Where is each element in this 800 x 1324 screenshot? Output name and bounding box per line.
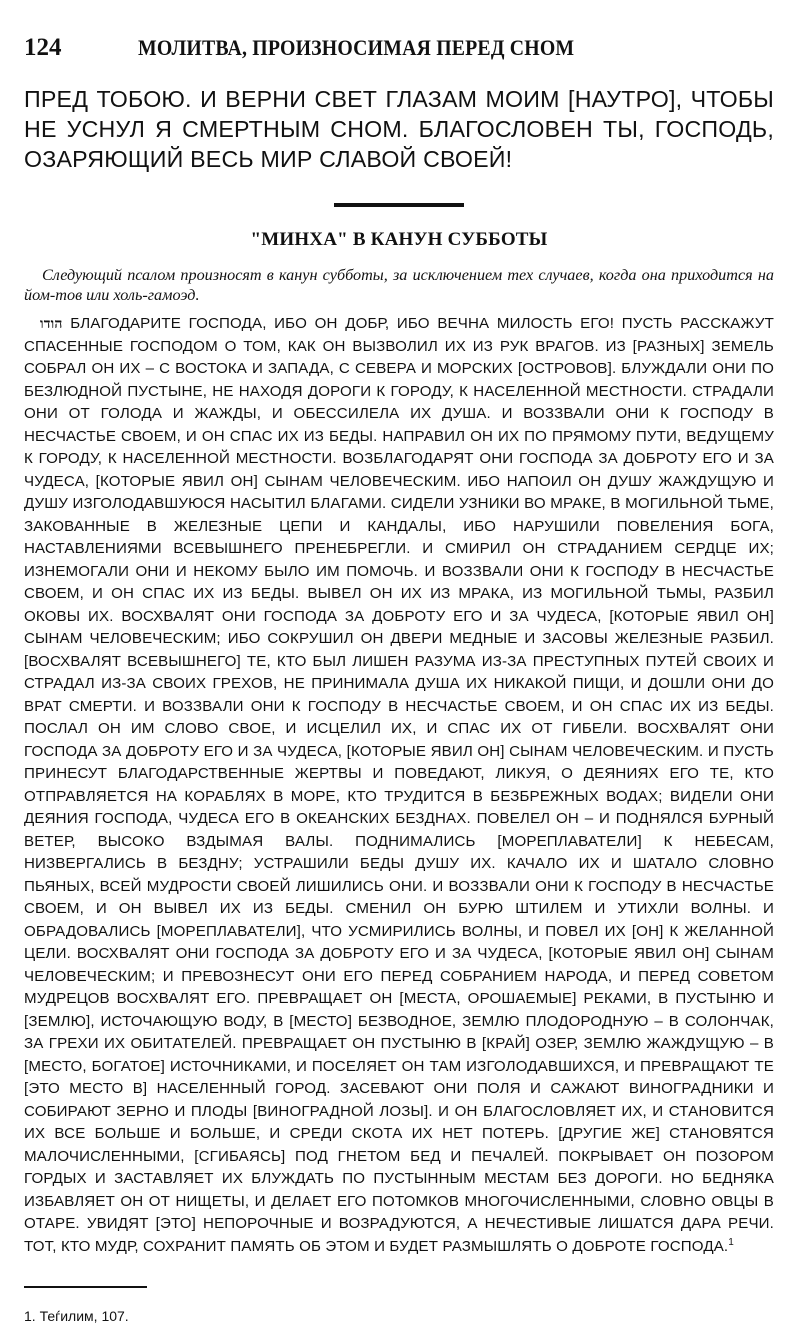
footnote-divider	[24, 1286, 147, 1288]
running-title: МОЛИТВА, ПРОИЗНОСИМАЯ ПЕРЕД СНОМ	[138, 35, 575, 60]
section-divider	[334, 203, 464, 207]
psalm-body: БЛАГОДАРИТЕ ГОСПОДА, ИБО ОН ДОБР, ИБО ВЕЧНА МИЛОСТЬ ЕГО! ПУСТЬ РАССКАЖУТ СПАСЕННЫЕ ГОСПОДОМ О ТОМ, КАК ОН ВЫЗВОЛИЛ ИХ ИЗ РУК ВРАГОВ. ИЗ [РАЗНЫХ] ЗЕМЕЛЬ СОБРАЛ ОН ИХ – С ВОСТОКА И ЗАПАДА, С СЕВЕРА И МОРСКИХ [ОСТРОВОВ]. БЛУЖДАЛИ ОНИ ПО БЕЗЛЮДНОЙ ПУСТЫНЕ, НЕ НАХОДЯ ДОРОГИ К ГОРОДУ, К НАСЕЛЕННОЙ МЕСТНОСТИ. СТРАДАЛИ ОНИ ОТ ГОЛОДА И ЖАЖДЫ, И ОБЕССИЛЕЛА ИХ ДУША. И ВОЗЗВАЛИ ОНИ К ГОСПОДУ В НЕСЧАСТЬЕ СВОЕМ, И ОН СПАС ИХ ИЗ БЕДЫ. НАПРАВИЛ ОН ИХ ПО ПРЯМОМУ ПУТИ, ВЕДУЩЕМУ К ГОРОДУ, К НАСЕЛЕННОЙ МЕСТНОСТИ. ВОЗБЛАГОДАРЯТ ОНИ ГОСПОДА ЗА ДОБРОТУ ЕГО И ЗА ЧУДЕСА, [КОТОРЫЕ ЯВИЛ ОН] СЫНАМ ЧЕЛОВЕЧЕСКИМ. ИБО НАПОИЛ ОН ДУШУ ЖАЖДУЩУЮ И ДУШУ ИЗГОЛОДАВШУЮСЯ НАСЫТИЛ БЛАГАМИ. СИДЕЛИ УЗНИКИ ВО МРАКЕ, В МОГИЛЬНОЙ ТЬМЕ, ЗАКОВАННЫЕ В ЖЕЛЕЗНЫЕ ЦЕПИ И КАНДАЛЫ, ИБО НАРУШИЛИ ПОВЕЛЕНИЯ БОГА, НАСТАВЛЕНИЯМИ ВСЕВЫШНЕГО ПРЕНЕБРЕГЛИ. И СМИРИЛ ОН СТРАДАНИЕМ СЕРДЦЕ ИХ; ИЗНЕМОГАЛИ ОНИ И НЕКОМУ БЫЛО ИМ ПОМОЧЬ. И ВОЗЗВАЛИ ОНИ К ГОСПОДУ В НЕСЧАСТЬЕ СВОЕМ, И ОН СПАС ИХ ИЗ БЕДЫ. ВЫВЕЛ ОН ИХ ИЗ МРАКА, ИЗ МОГИЛЬНОЙ ТЬМЫ, РАЗБИЛ ОКОВЫ ИХ. ВОСХВАЛЯТ ОНИ ГОСПОДА ЗА ДОБРОТУ ЕГО И ЗА ЧУДЕСА, [КОТОРЫЕ ЯВИЛ ОН] СЫНАМ ЧЕЛОВЕЧЕСКИМ; ИБО СОКРУШИЛ ОН ДВЕРИ МЕДНЫЕ И ЗАСОВЫ ЖЕЛЕЗНЫЕ РАЗБИЛ. [ВОСХВАЛЯТ ВСЕВЫШНЕГО] ТЕ, КТО БЫЛ ЛИШЕН РАЗУМА ИЗ-ЗА ПРЕСТУПНЫХ ПУТЕЙ СВОИХ И СТРАДАЛ ИЗ-ЗА СВОИХ ГРЕХОВ, НЕ ПРИНИМАЛА ДУША ИХ НИКАКОЙ ПИЩИ, И ДОШЛИ ОНИ ДО ВРАТ СМЕРТИ. И ВОЗЗВАЛИ ОНИ К ГОСПОДУ В НЕСЧАСТЬЕ СВОЕМ, И ОН СПАС ИХ ИЗ БЕДЫ. ПОСЛАЛ ОН ИМ СЛОВО СВОЕ, И ИСЦЕЛИЛ ИХ, И СПАС ИХ ОТ ГИБЕЛИ. ВОСХВАЛЯТ ОНИ ГОСПОДА ЗА ДОБРОТУ ЕГО И ЗА ЧУДЕСА, [КОТОРЫЕ ЯВИЛ ОН] СЫНАМ ЧЕЛОВЕЧЕСКИМ. И ПУСТЬ ПРИНЕСУТ БЛАГОДАРСТВЕННЫЕ ЖЕРТВЫ И ПОВЕДАЮТ, ЛИКУЯ, О ДЕЯНИЯХ ЕГО ТЕ, КТО ОТПРАВЛЯЕТСЯ НА КОРАБЛЯХ В МОРЕ, КТО ТРУДИТСЯ В БЕЗБРЕЖНЫХ ВОДАХ; ВИДЕЛИ ОНИ ДЕЯНИЯ ГОСПОДА, ЧУДЕСА ЕГО В ОКЕАНСКИХ БЕЗДНАХ. ПОВЕЛЕЛ ОН – И ПОДНЯЛСЯ БУРНЫЙ ВЕТЕР, ВЫСОКО ВЗДЫМАЯ ВАЛЫ. ПОДНИМАЛИСЬ [МОРЕПЛАВАТЕЛИ] К НЕБЕСАМ, НИЗВЕРГАЛИСЬ В БЕЗДНУ; УСТРАШИЛИ БЕДЫ ДУШУ ИХ. КАЧАЛО ИХ И ШАТАЛО СЛОВНО ПЬЯНЫХ, ВСЕЙ МУДРОСТИ СВОЕЙ ЛИШИЛИСЬ ОНИ. И ВОЗЗВАЛИ ОНИ К ГОСПОДУ В НЕСЧАСТЬЕ СВОЕМ, И ОН ВЫВЕЛ ИХ ИЗ БЕДЫ. СМЕНИЛ ОН БУРЮ ШТИЛЕМ И УТИХЛИ ВОЛНЫ. И ОБРАДОВАЛИСЬ [МОРЕПЛАВАТЕЛИ], ЧТО УСМИРИЛИСЬ ВОЛНЫ, И ПОВЕЛ ИХ [ОН] К ЖЕЛАННОЙ ЦЕЛИ. ВОСХВАЛЯТ ОНИ ГОСПОДА ЗА ДОБРОТУ ЕГО И ЗА ЧУДЕСА, [КОТОРЫЕ ЯВИЛ ОН] СЫНАМ ЧЕЛОВЕЧЕСКИМ; И ПРЕВОЗНЕСУТ ОНИ ЕГО ПЕРЕД СОБРАНИЕМ НАРОДА, И ПЕРЕД СОВЕТОМ МУДРЕЦОВ ВОСХВАЛЯТ ЕГО. ПРЕВРАЩАЕТ ОН [МЕСТА, ОРОШАЕМЫЕ] РЕКАМИ, В ПУСТЫНЮ И [ЗЕМЛЮ], ИСТОЧАЮЩУЮ ВОДУ, В [МЕСТО] БЕЗВОДНОЕ, ЗЕМЛЮ ПЛОДОРОДНУЮ – В СОЛОНЧАК, ЗА ГРЕХИ ИХ ОБИТАТЕЛЕЙ. ПРЕВРАЩАЕТ ОН ПУСТЫНЮ В [КРАЙ] ОЗЕР, ЗЕМЛЮ ЖАЖДУЩУЮ – В [МЕСТО, БОГАТОЕ] ИСТОЧНИКАМИ, И ПОСЕЛЯЕТ ОН ТАМ ИЗГОЛОДАВШИХСЯ, И ПРЕВРАЩАЮТ ТЕ [ЭТО МЕСТО В] НАСЕЛЕННЫЙ ГОРОД. ЗАСЕВАЮТ ОНИ ПОЛЯ И САЖАЮТ ВИНОГРАДНИКИ И СОБИРАЮТ ЗЕРНО И ПЛОДЫ [ВИНОГРАДНОЙ ЛОЗЫ]. И ОН БЛАГОСЛОВЛЯЕТ ИХ, И СТАНОВИТСЯ ИХ ВСЕ БОЛЬШЕ И БОЛЬШЕ, И СРЕДИ СКОТА ИХ НЕТ ПОТЕРЬ. [ДРУГИЕ ЖЕ] СТАНОВЯТСЯ МАЛОЧИСЛЕННЫМИ, [СГИБАЯСЬ] ПОД ГНЕТОМ БЕД И ПЕЧАЛЕЙ. ПОКРЫВАЕТ ОН ПОЗОРОМ ГОРДЫХ И ЗАСТАВЛЯЕТ ИХ БЛУЖДАТЬ ПО ПУСТЫННЫМ МЕСТАМ БЕЗ ДОРОГИ. НО БЕДНЯКА ИЗБАВЛЯЕТ ОН ОТ НИЩЕТЫ, И ДЕЛАЕТ ЕГО ПОТОМКОВ МНОГОЧИСЛЕННЫМИ, СЛОВНО ОВЦЫ В ОТАРЕ. УВИДЯТ [ЭТО] НЕПОРОЧНЫЕ И ВОЗРАДУЮТСЯ, А НЕЧЕСТИВЫЕ ЛИШАТСЯ ДАРА РЕЧИ. ТОТ, КТО МУДР, СОХРАНИТ ПАМЯТЬ ОБ ЭТОМ И БУДЕТ РАЗМЫШЛЯТЬ О ДОБРОТЕ ГОСПОДА.	[24, 315, 774, 1255]
section-intro: Следующий псалом произносят в канун субботы, за исключением тех случаев, когда она приходится на йом-тов или холь-гамоэд.	[24, 266, 774, 304]
footnote: 1. Теѓилим, 107.	[24, 1307, 129, 1324]
page-header	[24, 34, 774, 74]
hebrew-opening-word: הודו	[40, 316, 63, 332]
page-number: 124	[24, 34, 62, 61]
psalm-text-block	[24, 313, 774, 1258]
continued-prayer-text: ПРЕД ТОБОЮ. И ВЕРНИ СВЕТ ГЛАЗАМ МОИМ [НАУТРО], ЧТОБЫ НЕ УСНУЛ Я СМЕРТНЫМ СНОМ. БЛАГОСЛОВЕН ТЫ, ГОСПОДЬ, ОЗАРЯЮЩИЙ ВЕСЬ МИР СЛАВОЙ СВОЕЙ!	[24, 86, 774, 172]
section-title: "МИНХА" В КАНУН СУББОТЫ	[250, 229, 548, 250]
footnote-marker: 1	[728, 1236, 734, 1248]
